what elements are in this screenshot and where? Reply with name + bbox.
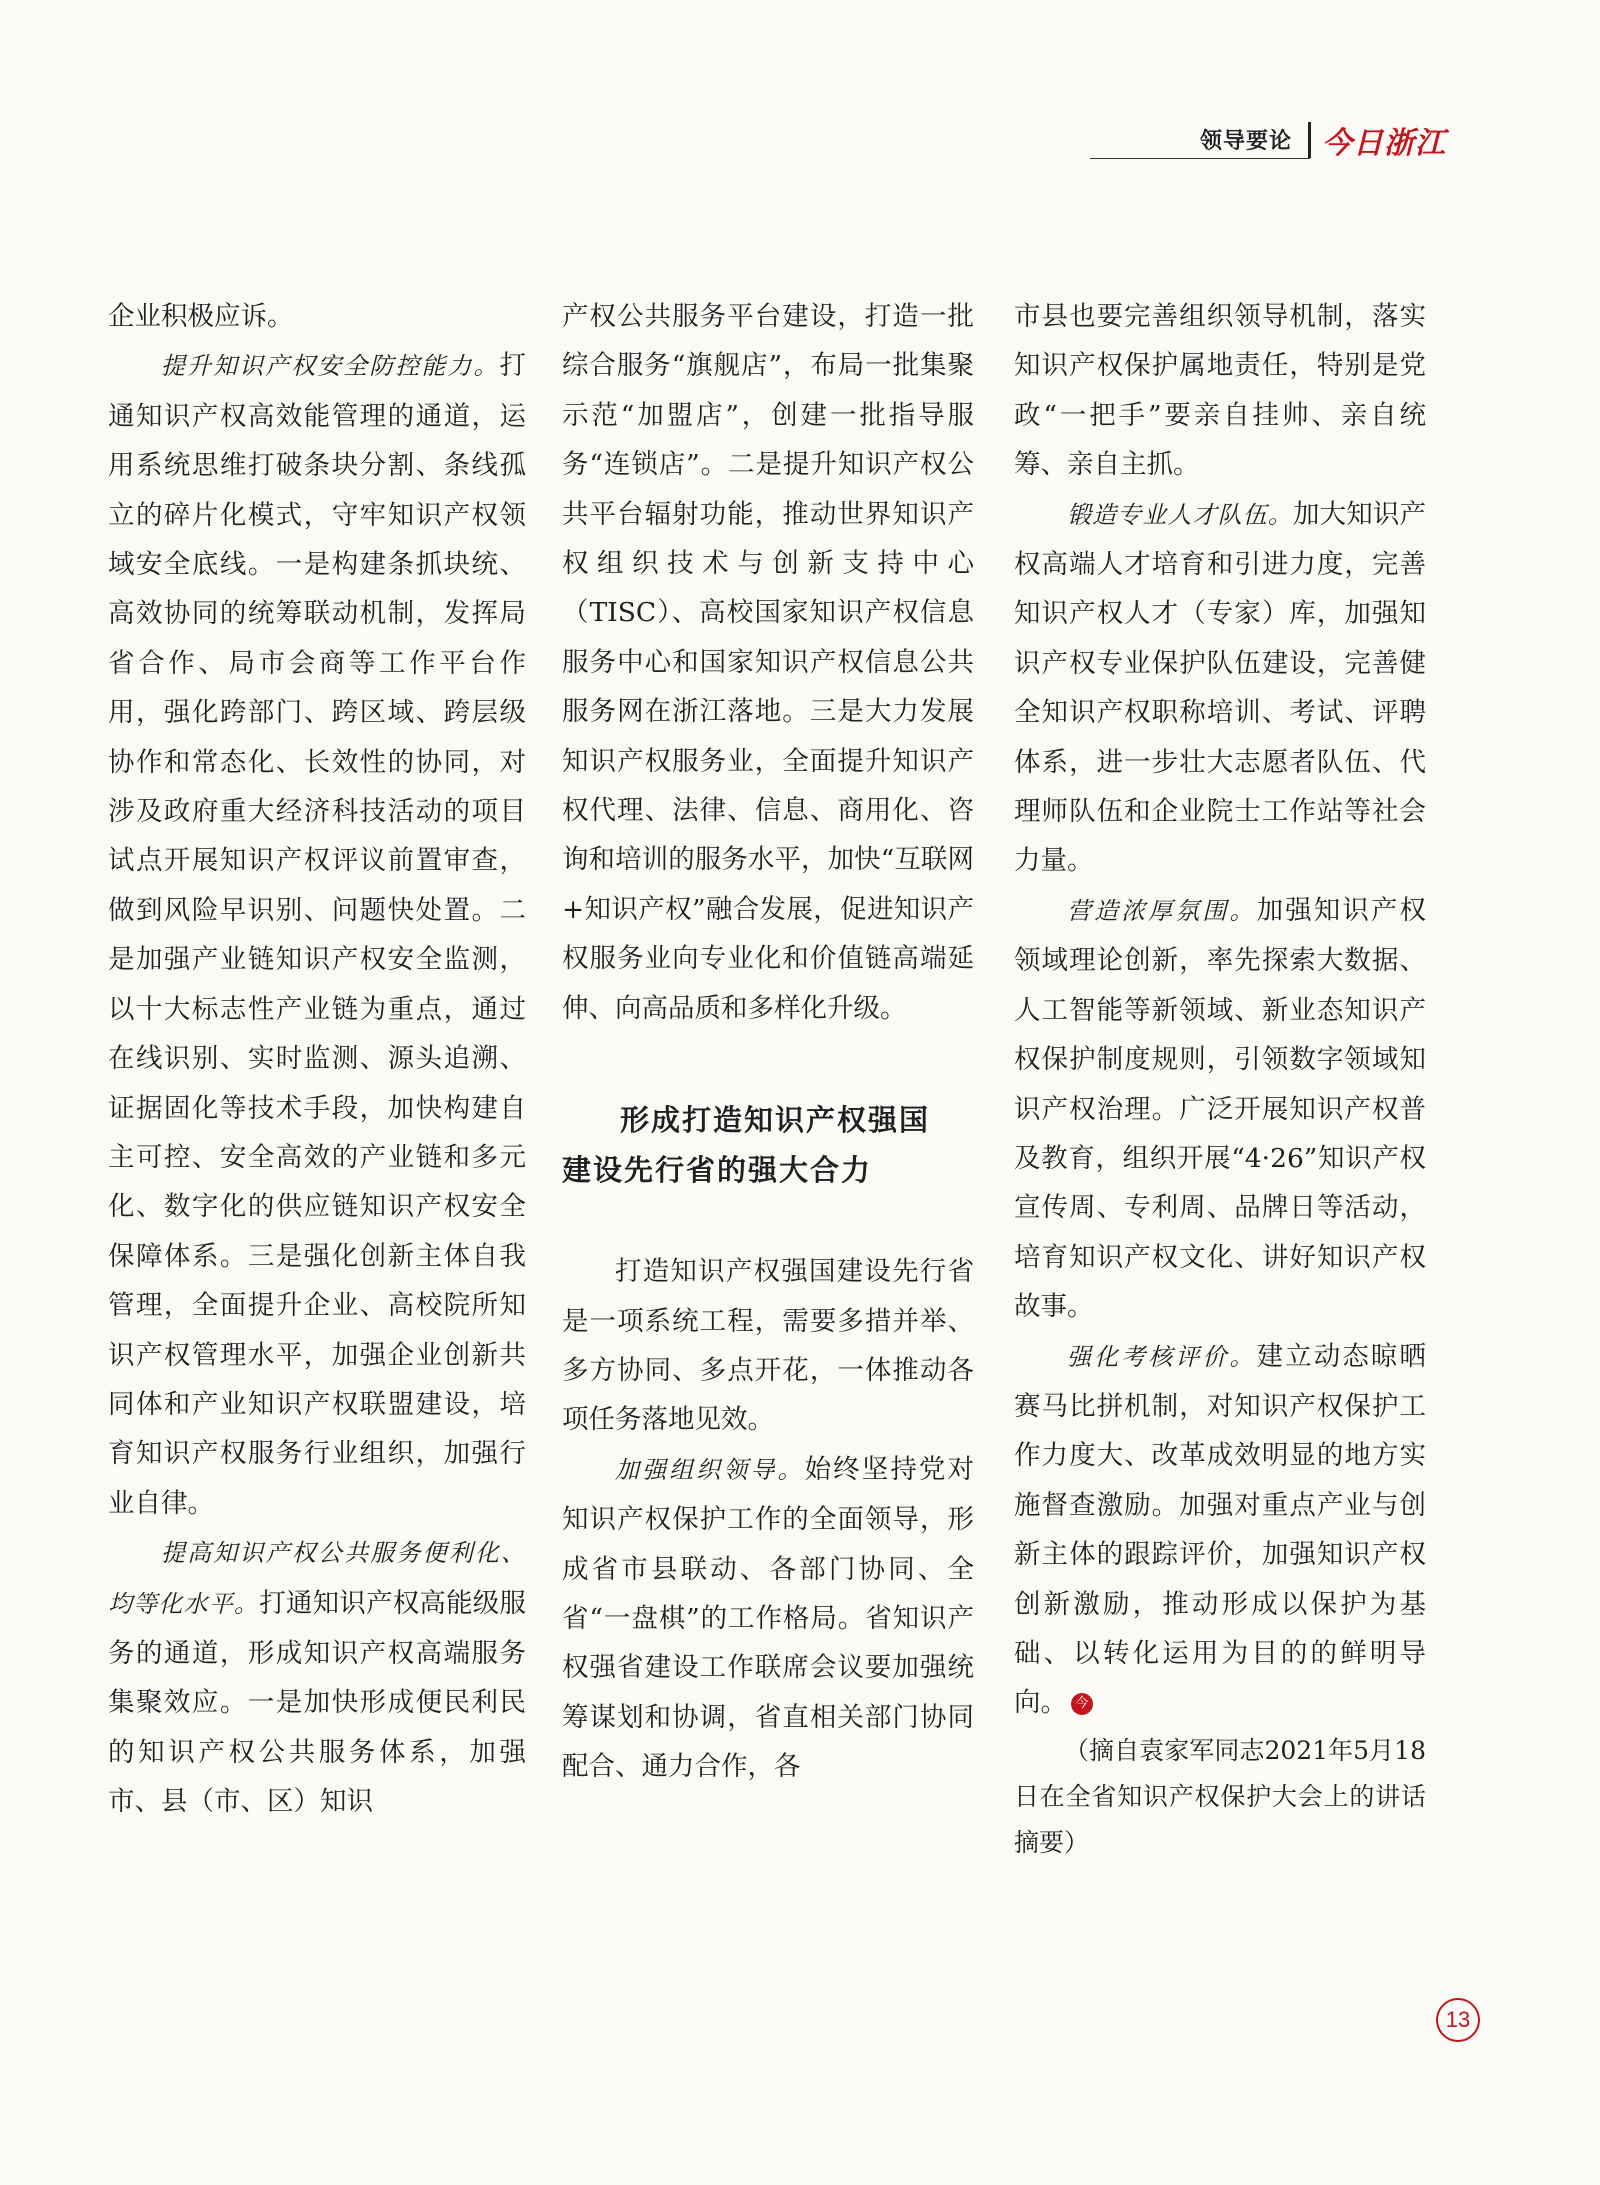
paragraph: 产权公共服务平台建设，打造一批综合服务“旗舰店”，布局一批集聚示范“加盟店”，创建一批指导服务“连锁店”。二是提升知识产权公共平台辐射功能，推动世界知识产权组织技术与创新支持中心（TISC）、高校国家知识产权信息服务中心和国家知识产权信息公共服务网在浙江落地。三是大力发展知识产权服务业，全面提升知识产权代理、法律、信息、商用化、咨询和培训的服务水平，加快“互联网+知识产权”融合发展，促进知识产权服务业向专业化和价值链高端延伸、向高品质和多样化升级。: [562, 301, 974, 1024]
heading-line: 建设先行省的强大合力: [562, 1153, 873, 1188]
paragraph: 企业积极应诉。: [108, 301, 294, 332]
paragraph: [1014, 1332, 1426, 1728]
paragraph-body: 加强知识产权领域理论创新，率先探索大数据、人工智能等新领域、新业态知识产权保护制度规则，引领数字领域知识产权治理。广泛开展知识产权普及教育，组织开展“4·26”知识产权宣传周、专利周、品牌日等活动，培育知识产权文化、讲好知识产权故事。: [1014, 894, 1427, 1323]
column-3: [1014, 292, 1426, 1866]
source-note: （摘自袁家军同志2021年5月18日在全省知识产权保护大会上的讲话摘要）: [1014, 1735, 1426, 1857]
paragraph: [108, 341, 526, 1528]
column-2: [562, 292, 974, 1792]
paragraph: [562, 1445, 974, 1792]
page-number: 13: [1436, 1998, 1480, 2042]
header-divider: [1308, 122, 1311, 158]
paragraph-body: 始终坚持党对知识产权保护工作的全面领导，形成省市县联动、各部门协同、全省“一盘棋”的工作格局。省知识产权强省建设工作联席会议要加强统筹谋划和协调，省直相关部门协同配合、通力合作，各: [562, 1453, 975, 1783]
paragraph-body: 打通知识产权高能级服务的通道，形成知识产权高端服务集聚效应。一是加快形成便民利民的知识产权公共服务体系，加强市、县（市、区）知识: [108, 1587, 527, 1818]
paragraph: [1014, 490, 1426, 886]
paragraph-body: 加大知识产权高端人才培育和引进力度，完善知识产权人才（专家）库，加强知识产权专业保护队伍建设，完善健全知识产权职称培训、考试、评聘体系，进一步壮大志愿者队伍、代理师队伍和企业院士工作站等社会力量。: [1014, 498, 1427, 877]
paragraph-lead: 加强组织领导。: [615, 1455, 805, 1484]
heading-line: 形成打造知识产权强国: [620, 1103, 931, 1138]
magazine-logo: 今日浙江: [1322, 126, 1446, 161]
paragraph-lead: 锻造专业人才队伍。: [1067, 500, 1294, 529]
paragraph-lead: 强化考核评价。: [1067, 1342, 1257, 1371]
paragraph: 市县也要完善组织领导机制，落实知识产权保护属地责任，特别是党政“一把手”要亲自挂帅、亲自统筹、亲自主抓。: [1014, 301, 1426, 481]
paragraph-lead: 营造浓厚氛围。: [1067, 896, 1257, 925]
paragraph-lead: 提高知识产权公共服务便利化、均等化水平。: [108, 1539, 526, 1618]
column-1: [108, 292, 526, 1827]
section-heading: [562, 1095, 974, 1195]
paragraph: [1014, 886, 1426, 1332]
paragraph-body: 建立动态晾晒赛马比拼机制，对知识产权保护工作力度大、改革成效明显的地方实施督查激励。加强对重点产业与创新主体的跟踪评价，加强知识产权创新激励，推动形成以保护为基础、以转化运用为目的的鲜明导向。: [1014, 1340, 1427, 1719]
paragraph: [108, 1528, 526, 1826]
header-rule: [1090, 158, 1310, 159]
paragraph-lead: 提升知识产权安全防控能力。: [161, 352, 500, 381]
section-label: 领导要论: [1200, 129, 1293, 154]
end-mark-icon: 今: [1071, 1693, 1093, 1715]
paragraph-body: 打通知识产权高效能管理的通道，运用系统思维打破条块分割、条线孤立的碎片化模式，守牢知识产权领域安全底线。一是构建条抓块统、高效协同的统筹联动机制，发挥局省合作、局市会商等工作平台作用，强化跨部门、跨区域、跨层级协作和常态化、长效性的协同，对涉及政府重大经济科技活动的项目试点开展知识产权评议前置审查，做到风险早识别、问题快处置。二是加强产业链知识产权安全监测，以十大标志性产业链为重点，通过在线识别、实时监测、源头追溯、证据固化等技术手段，加快构建自主可控、安全高效的产业链和多元化、数字化的供应链知识产权安全保障体系。三是强化创新主体自我管理，全面提升企业、高校院所知识产权管理水平，加强企业创新共同体和产业知识产权联盟建设，培育知识产权服务行业组织，加强行业自律。: [108, 350, 526, 1519]
page-header: [1090, 120, 1480, 160]
paragraph: 打造知识产权强国建设先行省是一项系统工程，需要多措并举、多方协同、多点开花，一体推动各项任务落地见效。: [562, 1256, 974, 1436]
